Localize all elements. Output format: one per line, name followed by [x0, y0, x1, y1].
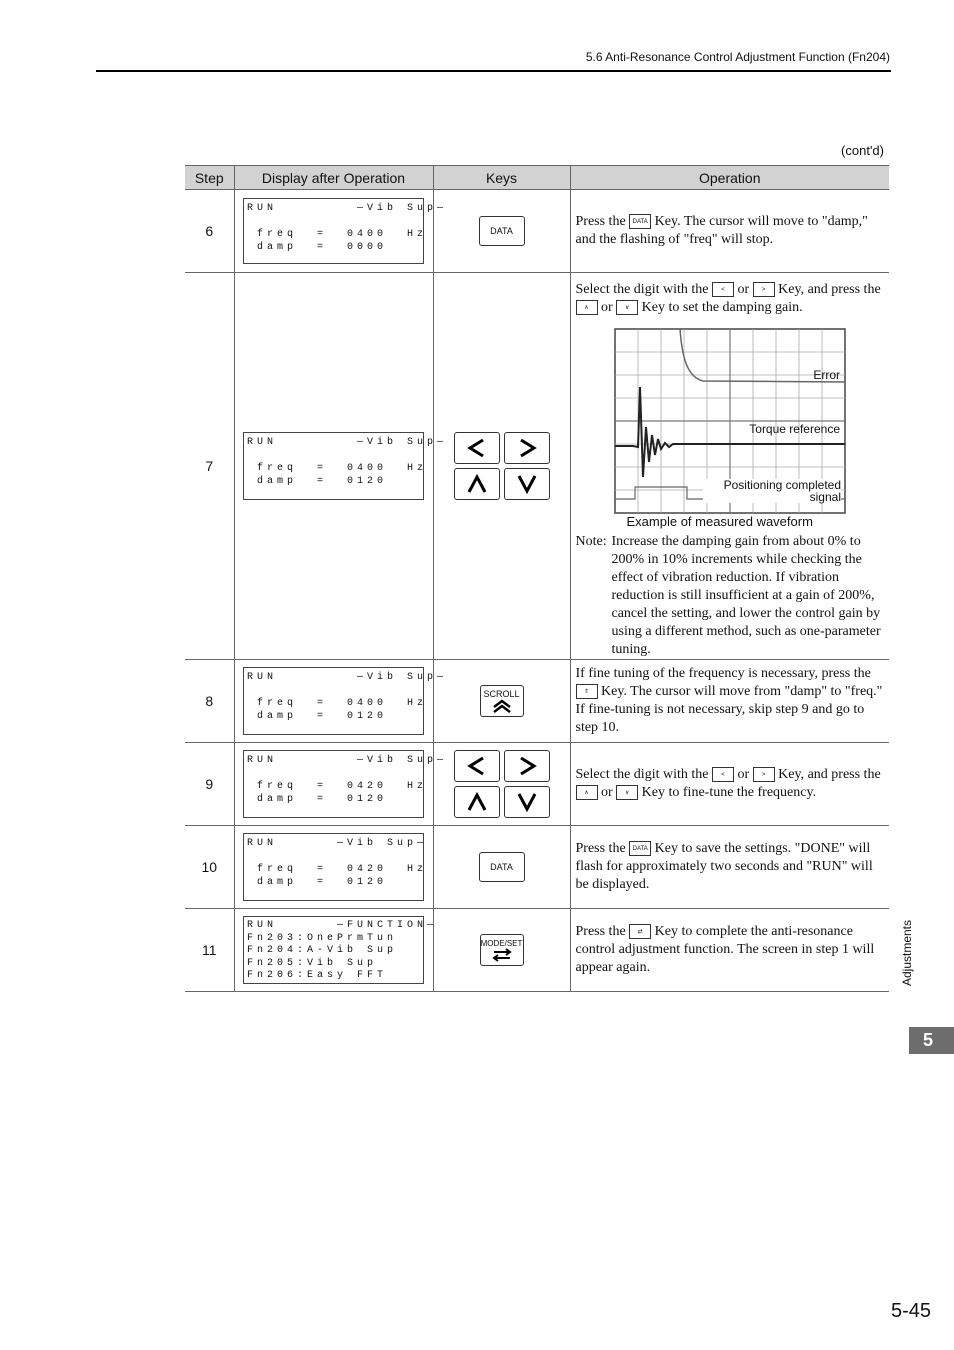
- operator-display: RUN —Vib Sup— freq = 0420 Hz damp = 0120: [243, 833, 424, 901]
- display-cell: [234, 909, 438, 992]
- mode-set-key-icon: ⇄: [629, 924, 651, 939]
- data-key[interactable]: DATA: [479, 852, 525, 882]
- down-arrow-icon: [515, 473, 539, 495]
- double-up-arrow-icon: [491, 699, 513, 713]
- display-cell: [234, 660, 448, 743]
- keys-cell: [433, 909, 570, 992]
- operation-cell: Press the ⇄ Key to complete the anti-resonance control adjustment function. The screen in step 1 will appear again.: [570, 909, 889, 992]
- keys-cell: [433, 826, 570, 909]
- left-key-icon: <: [712, 282, 734, 297]
- page-number: 5-45: [890, 1300, 931, 1322]
- operator-display: RUN —Vib Sup— freq = 0400 Hz damp = 0000: [243, 198, 424, 264]
- down-key-icon: ∨: [616, 785, 638, 800]
- scroll-key[interactable]: SCROLL: [480, 685, 524, 717]
- down-key[interactable]: [504, 786, 550, 818]
- table-row: [185, 660, 889, 743]
- col-step: Step: [185, 166, 234, 190]
- label-error: Error: [812, 368, 840, 382]
- left-key[interactable]: [454, 750, 500, 782]
- note: [576, 533, 886, 659]
- left-arrow-icon: [465, 755, 489, 777]
- left-arrow-icon: [465, 437, 489, 459]
- display-cell: [234, 190, 448, 273]
- table-row: [185, 826, 889, 909]
- loop-arrow-icon: [490, 948, 514, 962]
- col-operation: Operation: [570, 166, 889, 190]
- up-arrow-icon: [465, 791, 489, 813]
- up-arrow-icon: [465, 473, 489, 495]
- keys-cell: [433, 660, 570, 743]
- operation-cell: Select the digit with the < or > Key, and press the ∧ or ∨ Key to set the damping gain. Error Torque reference Positioning completed signal Example of measured waveform Note: Increase the damping gain from about 0% to 200% in 10% increments while checking the effect of vibration reduction. If vibration reduction is still insufficient at a gain of 200%, cancel the setting, and lower the control gain by using a different method, such as one-parameter tuning.: [570, 273, 889, 660]
- right-key-icon: >: [753, 767, 775, 782]
- left-key[interactable]: [454, 432, 500, 464]
- table-row: [185, 909, 889, 992]
- operation-cell: Select the digit with the < or > Key, and press the ∧ or ∨ Key to fine-tune the frequency.: [570, 743, 889, 826]
- step-number: 10: [185, 826, 234, 909]
- step-number: 11: [185, 909, 234, 992]
- table-row: [185, 273, 889, 660]
- right-arrow-icon: [515, 437, 539, 459]
- chapter-badge: 5: [909, 1027, 954, 1054]
- operator-display: RUN —FUNCTION— Fn203:OnePrmTun Fn204:A-Vib Sup Fn205:Vib Sup Fn206:Easy FFT: [243, 916, 424, 984]
- label-torque: Torque reference: [748, 422, 840, 436]
- operator-display: RUN —Vib Sup— freq = 0420 Hz damp = 0120: [243, 750, 424, 818]
- col-display: Display after Operation: [234, 166, 433, 190]
- down-key-icon: ∨: [616, 300, 638, 315]
- keys-cell: [433, 743, 570, 826]
- operation-cell: If fine tuning of the frequency is necessary, press the ⇑ Key. The cursor will move from "damp" to "freq." If fine-tuning is not necessary, skip step 9 and go to step 10.: [570, 660, 889, 743]
- contd-label: (cont'd): [841, 143, 884, 158]
- table-row: [185, 190, 889, 273]
- right-key[interactable]: [504, 750, 550, 782]
- waveform-caption: Example of measured waveform: [626, 514, 813, 529]
- data-key-icon: DATA: [629, 214, 651, 229]
- down-arrow-icon: [515, 791, 539, 813]
- scroll-key-icon: ⇑: [576, 684, 598, 699]
- step-number: 9: [185, 743, 234, 826]
- note-label: Note:: [575, 534, 607, 549]
- waveform-figure: [613, 327, 885, 531]
- header-rule: [96, 70, 891, 72]
- running-header: 5.6 Anti-Resonance Control Adjustment Function (Fn204): [585, 50, 890, 64]
- procedure-table: [185, 165, 889, 992]
- note-text: Increase the damping gain from about 0% to 200% in 10% increments while checking the effect of vibration reduction. If vibration reduction is still insufficient at a gain of 200%, cancel the setting, and lower the control gain by using a different method, such as one-parameter tuning.: [611, 534, 881, 657]
- arrow-keys: [434, 750, 570, 818]
- step-number: 8: [185, 660, 234, 743]
- operation-cell: Press the DATA Key to save the settings. "DONE" will flash for approximately two seconds and "RUN" will be displayed.: [570, 826, 889, 909]
- display-cell: [234, 273, 448, 660]
- down-key[interactable]: [504, 468, 550, 500]
- step-number: 6: [185, 190, 234, 273]
- operation-cell: Press the DATA Key. The cursor will move to "damp," and the flashing of "freq" will stop.: [570, 190, 889, 273]
- keys-cell: [433, 273, 570, 660]
- up-key[interactable]: [454, 468, 500, 500]
- col-keys: Keys: [433, 166, 570, 190]
- display-cell: [234, 743, 448, 826]
- right-key-icon: >: [753, 282, 775, 297]
- table-header: [185, 166, 889, 190]
- data-key-icon: DATA: [629, 841, 651, 856]
- table-row: [185, 743, 889, 826]
- mode-set-key[interactable]: MODE/SET: [480, 934, 524, 966]
- right-arrow-icon: [515, 755, 539, 777]
- data-key[interactable]: DATA: [479, 216, 525, 246]
- arrow-keys: [434, 432, 570, 500]
- right-key[interactable]: [504, 432, 550, 464]
- step-number: 7: [185, 273, 234, 660]
- left-key-icon: <: [712, 767, 734, 782]
- label-positioning: Positioning completed signal: [703, 479, 841, 503]
- operator-display: RUN —Vib Sup— freq = 0400 Hz damp = 0120: [243, 432, 424, 500]
- up-key-icon: ∧: [576, 300, 598, 315]
- operator-display: RUN —Vib Sup— freq = 0400 Hz damp = 0120: [243, 667, 424, 735]
- up-key-icon: ∧: [576, 785, 598, 800]
- keys-cell: [433, 190, 570, 273]
- up-key[interactable]: [454, 786, 500, 818]
- side-tab: Adjustments: [900, 919, 915, 987]
- display-cell: [234, 826, 433, 909]
- waveform-plot: [613, 327, 849, 515]
